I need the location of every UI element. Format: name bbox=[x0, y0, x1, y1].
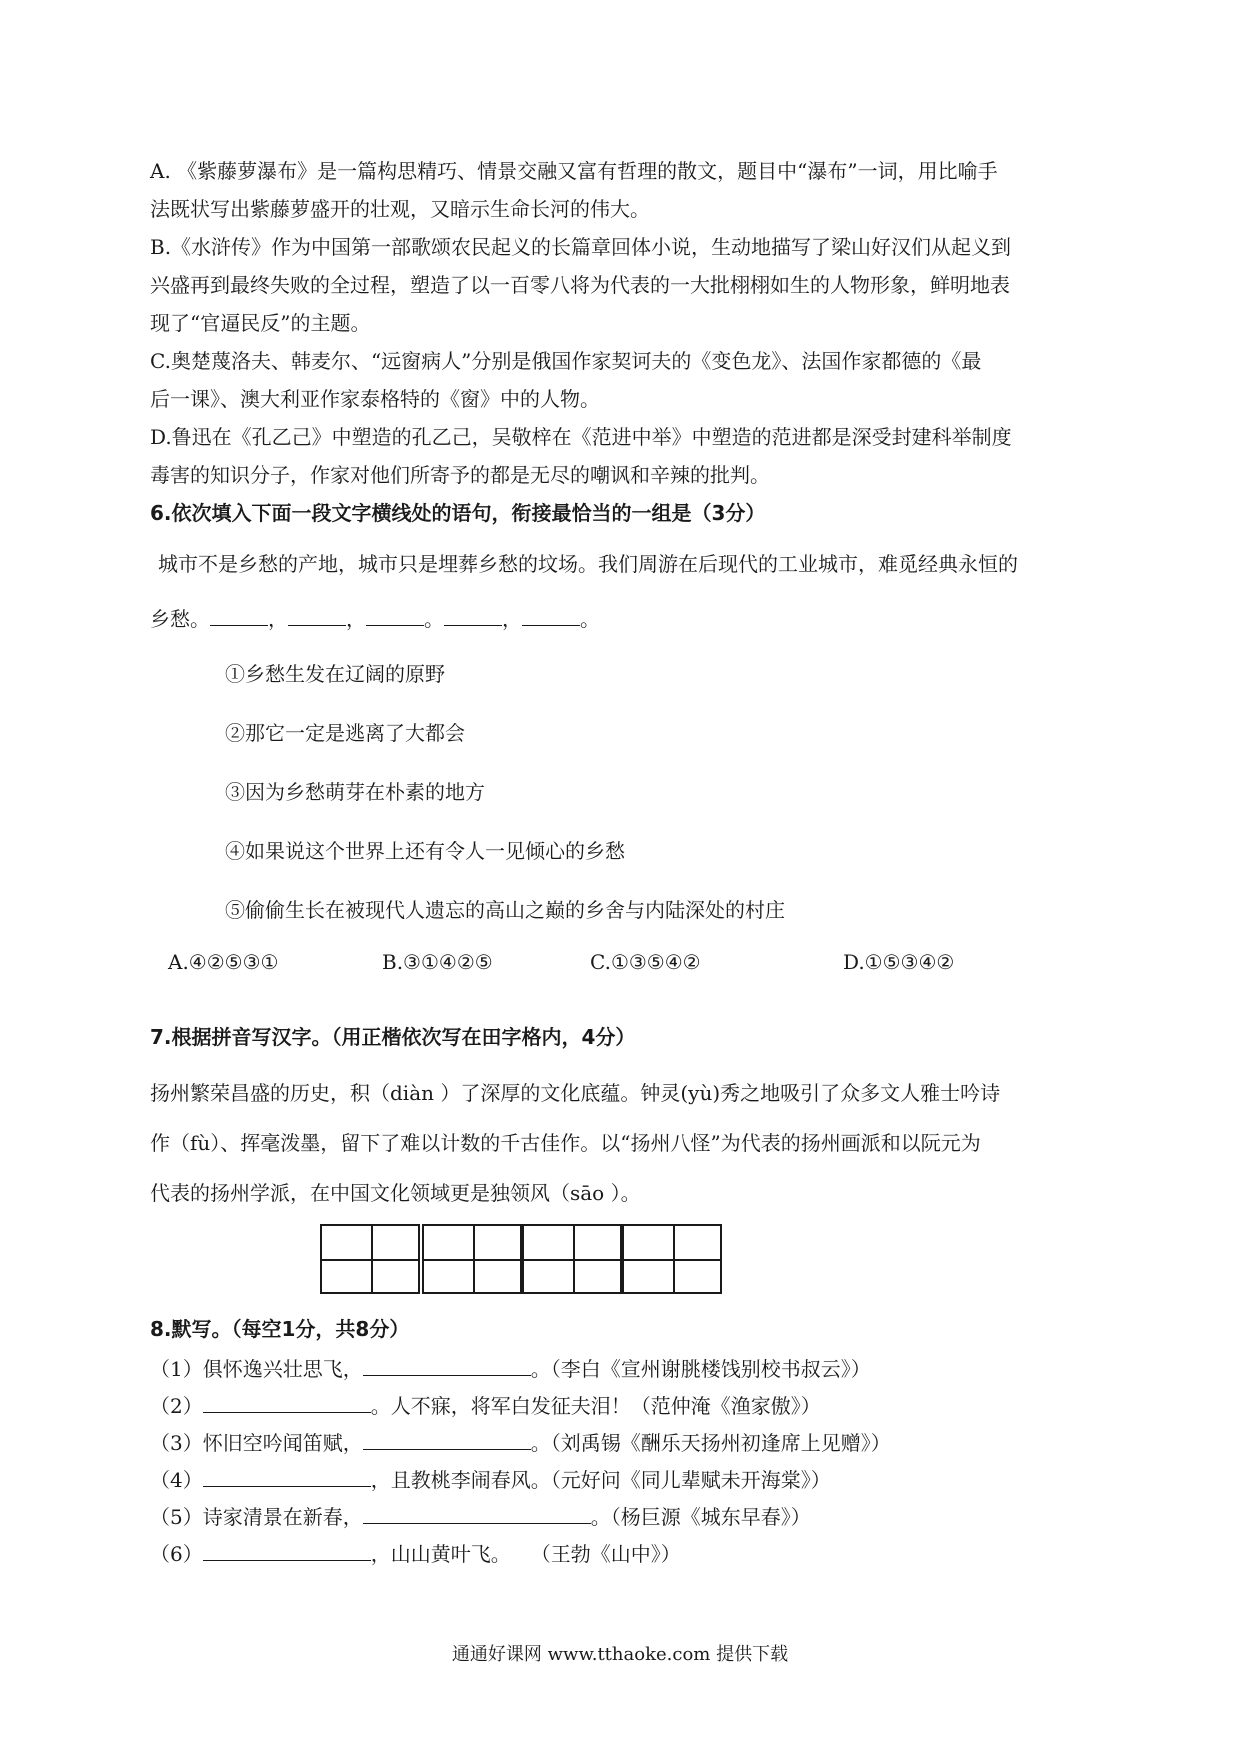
verse-prompt: （5）诗家清景在新春， bbox=[150, 1505, 363, 1529]
recitation-blank-6[interactable] bbox=[203, 1538, 371, 1561]
verse-source: 。（杨巨源《城东早春》） bbox=[590, 1505, 811, 1529]
choice-b[interactable]: B.③①④②⑤ bbox=[382, 950, 493, 974]
option-b-line-1: B.《水浒传》作为中国第一部歌颂农民起义的长篇章回体小说，生动地描写了梁山好汉们从起义到 bbox=[150, 235, 1012, 259]
option-d-line-2: 毒害的知识分子，作家对他们所寄予的都是无尽的嘲讽和辛辣的批判。 bbox=[150, 463, 770, 487]
paragraph-start: 乡愁。 bbox=[150, 607, 210, 631]
option-d-line-1: D.鲁迅在《孔乙己》中塑造的孔乙己，吴敬梓在《范进中举》中塑造的范进都是深受封建科举制度 bbox=[150, 425, 1012, 449]
recitation-blank-2[interactable] bbox=[203, 1390, 371, 1413]
question-6-paragraph-line-2 bbox=[150, 600, 1090, 638]
verse-prompt: （6） bbox=[150, 1542, 203, 1566]
tianzige-box-1[interactable] bbox=[320, 1224, 420, 1294]
recitation-row-2 bbox=[150, 1388, 821, 1425]
tianzige-box-4[interactable] bbox=[622, 1224, 722, 1294]
option-a-line-2: 法既状写出紫藤萝盛开的壮观，又暗示生命长河的伟大。 bbox=[150, 197, 650, 221]
recitation-blank-5[interactable] bbox=[363, 1501, 591, 1524]
fill-blank-3[interactable] bbox=[366, 603, 424, 626]
separator: ， bbox=[502, 607, 522, 631]
option-c-line-1: C.奥楚蔑洛夫、韩麦尔、“远窗病人”分别是俄国作家契诃夫的《变色龙》、法国作家都德的《最 bbox=[150, 349, 982, 373]
separator: 。 bbox=[580, 607, 600, 631]
recitation-blank-3[interactable] bbox=[363, 1427, 531, 1450]
fill-blank-5[interactable] bbox=[522, 603, 580, 626]
question-6-heading: 6.依次填入下面一段文字横线处的语句，衔接最恰当的一组是（3分） bbox=[150, 501, 766, 525]
verse-prompt: （4） bbox=[150, 1468, 203, 1492]
verse-source: 。（李白《宣州谢朓楼饯别校书叔云》） bbox=[530, 1357, 871, 1381]
recitation-blank-1[interactable] bbox=[363, 1353, 531, 1376]
recitation-row-5 bbox=[150, 1499, 811, 1536]
sentence-item-4: ④如果说这个世界上还有令人一见倾心的乡愁 bbox=[225, 839, 625, 863]
verse-source: 。人不寐，将军白发征夫泪！（范仲淹《渔家傲》） bbox=[370, 1394, 821, 1418]
sentence-item-3: ③因为乡愁萌芽在朴素的地方 bbox=[225, 780, 485, 804]
option-a-line-1: A. 《紫藤萝瀑布》是一篇构思精巧、情景交融又富有哲理的散文，题目中“瀑布”一词，用比喻手 bbox=[150, 159, 998, 183]
tianzige-box-3[interactable] bbox=[522, 1224, 622, 1294]
question-7-line-3: 代表的扬州学派，在中国文化领域更是独领风（sāo ）。 bbox=[150, 1181, 641, 1205]
tianzige-box-2[interactable] bbox=[422, 1224, 522, 1294]
choice-d[interactable]: D.①⑤③④② bbox=[843, 950, 955, 974]
sentence-item-2: ②那它一定是逃离了大都会 bbox=[225, 721, 465, 745]
option-b-line-3: 现了“官逼民反”的主题。 bbox=[150, 311, 371, 335]
verse-prompt: （2） bbox=[150, 1394, 203, 1418]
choice-c[interactable]: C.①③⑤④② bbox=[590, 950, 701, 974]
option-b-line-2: 兴盛再到最终失败的全过程，塑造了以一百零八将为代表的一大批栩栩如生的人物形象，鲜明地表 bbox=[150, 273, 1010, 297]
option-c-line-2: 后一课》、澳大利亚作家泰格特的《窗》中的人物。 bbox=[150, 387, 600, 411]
sentence-item-5: ⑤偷偷生长在被现代人遗忘的高山之巅的乡舍与内陆深处的村庄 bbox=[225, 898, 785, 922]
page-footer: 通通好课网 www.tthaoke.com 提供下载 bbox=[451, 1644, 789, 1665]
separator: 。 bbox=[424, 607, 444, 631]
verse-prompt: （3）怀旧空吟闻笛赋， bbox=[150, 1431, 363, 1455]
question-7-line-1: 扬州繁荣昌盛的历史，积（diàn ）了深厚的文化底蕴。钟灵(yù)秀之地吸引了众多文人雅士吟诗 bbox=[150, 1081, 1001, 1105]
recitation-row-6 bbox=[150, 1536, 681, 1573]
fill-blank-4[interactable] bbox=[444, 603, 502, 626]
verse-source: ，且教桃李闹春风。（元好问《同儿辈赋未开海棠》） bbox=[370, 1468, 831, 1492]
recitation-blank-4[interactable] bbox=[203, 1464, 371, 1487]
fill-blank-2[interactable] bbox=[288, 603, 346, 626]
verse-prompt: （1）俱怀逸兴壮思飞， bbox=[150, 1357, 363, 1381]
verse-source: ，山山黄叶飞。 （王勃《山中》） bbox=[370, 1542, 681, 1566]
sentence-item-1: ①乡愁生发在辽阔的原野 bbox=[225, 662, 445, 686]
question-7-heading: 7.根据拼音写汉字。（用正楷依次写在田字格内，4分） bbox=[150, 1025, 636, 1049]
recitation-row-3 bbox=[150, 1425, 891, 1462]
fill-blank-1[interactable] bbox=[210, 603, 268, 626]
recitation-row-1 bbox=[150, 1351, 871, 1388]
separator: ， bbox=[346, 607, 366, 631]
question-7-line-2: 作（fù）、挥毫泼墨，留下了难以计数的千古佳作。以“扬州八怪”为代表的扬州画派和以阮元为 bbox=[150, 1131, 981, 1155]
question-8-heading: 8.默写。（每空1分，共8分） bbox=[150, 1317, 410, 1341]
recitation-row-4 bbox=[150, 1462, 831, 1499]
question-6-paragraph-line-1: 城市不是乡愁的产地，城市只是埋葬乡愁的坟场。我们周游在后现代的工业城市，难觅经典永恒的 bbox=[158, 552, 1018, 576]
separator: ， bbox=[268, 607, 288, 631]
choice-a[interactable]: A.④②⑤③① bbox=[168, 950, 279, 974]
verse-source: 。（刘禹锡《酬乐天扬州初逢席上见赠》） bbox=[530, 1431, 891, 1455]
